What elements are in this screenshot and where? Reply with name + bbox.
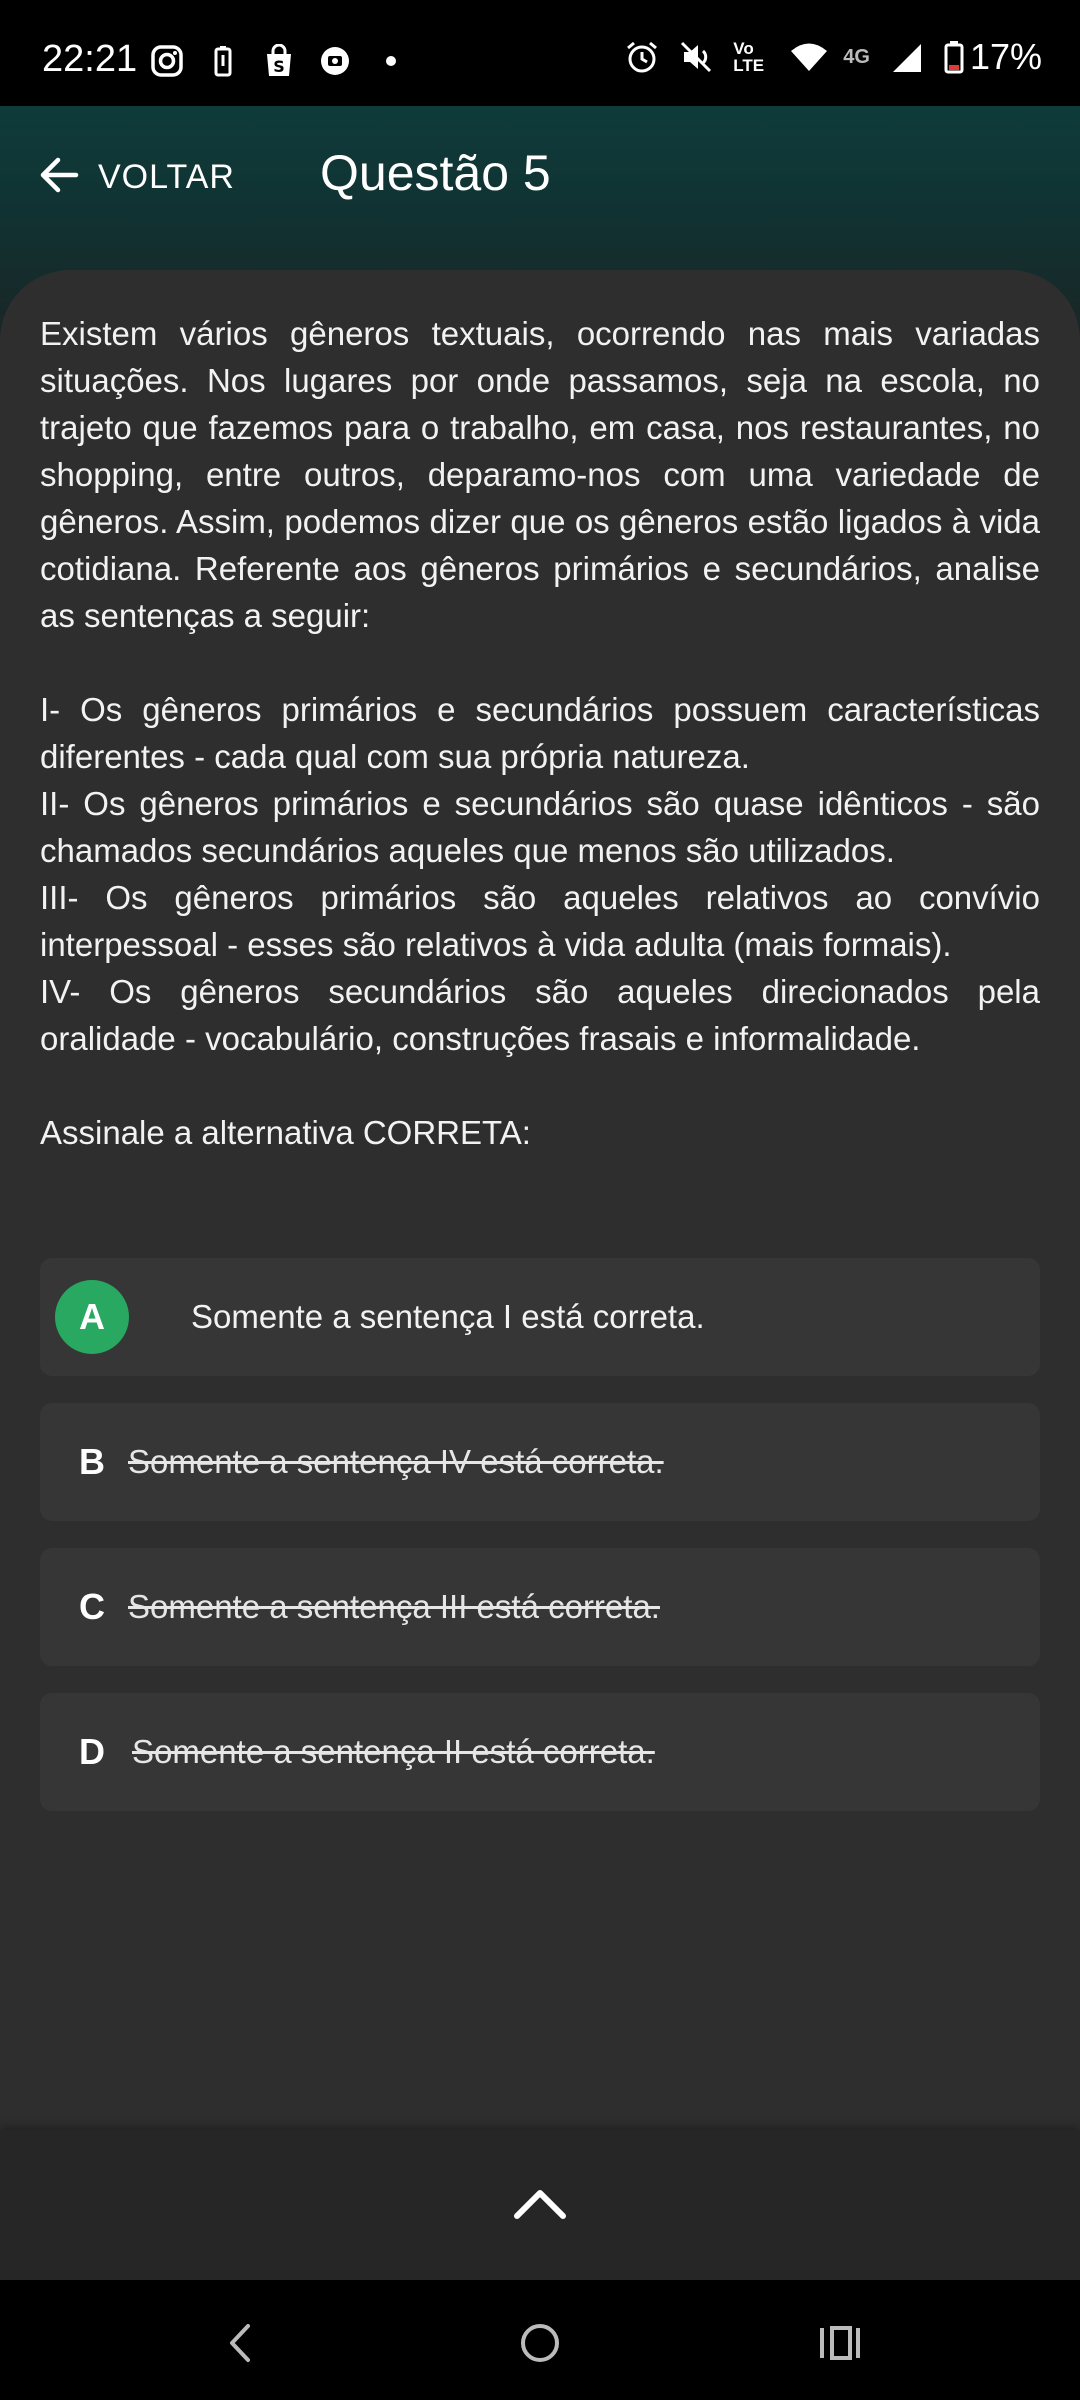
- option-d-letter: D: [79, 1731, 105, 1772]
- dot-icon: [374, 44, 408, 78]
- expand-panel-button[interactable]: [0, 2130, 1080, 2280]
- arrow-left-icon: [36, 152, 82, 203]
- option-d-text: Somente a sentença II está correta.: [132, 1733, 655, 1770]
- option-b-letter: B: [79, 1441, 105, 1482]
- battery-saver-icon: [206, 44, 240, 78]
- question-card: [0, 270, 1080, 2130]
- nav-home-icon[interactable]: [515, 2318, 565, 2368]
- sentence-2: II- Os gêneros primários e secundários são quase idênticos - são chamados secundários aqueles que menos são utilizados.: [40, 785, 1040, 869]
- battery-icon: [944, 40, 964, 74]
- network-type-label: 4G: [843, 46, 870, 68]
- option-b[interactable]: [40, 1403, 1040, 1521]
- sentence-4: IV- Os gêneros secundários são aqueles direcionados pela oralidade - vocabulário, construções frasais e informalidade.: [40, 973, 1040, 1057]
- option-a[interactable]: [40, 1258, 1040, 1376]
- wifi-icon: [789, 40, 823, 74]
- option-a-text: Somente a sentença I está correta.: [191, 1298, 705, 1335]
- chevron-up-icon: [512, 2185, 568, 2226]
- back-label: VOLTAR: [98, 158, 235, 196]
- option-d[interactable]: [40, 1693, 1040, 1811]
- option-b-text: Somente a sentença IV está correta.: [128, 1443, 664, 1480]
- sentence-3: III- Os gêneros primários são aqueles relativos ao convívio interpessoal - esses são relativos à vida adulta (mais formais).: [40, 879, 1040, 963]
- instagram-icon: [150, 44, 184, 78]
- system-nav-bar: [0, 2280, 1080, 2400]
- volte-icon: Vo LTE: [733, 39, 765, 75]
- option-c-text: Somente a sentença III está correta.: [128, 1588, 660, 1625]
- notification-icons: [150, 44, 408, 78]
- signal-icon: [890, 40, 924, 74]
- system-icons: [625, 36, 1042, 78]
- option-c-letter: C: [79, 1586, 105, 1627]
- back-button[interactable]: [36, 152, 235, 203]
- question-intro: Existem vários gêneros textuais, ocorrendo nas mais variadas situações. Nos lugares por onde passamos, seja na escola, no trajeto que fazemos para o trabalho, em casa, nos restaurantes, no shopping, entre outros, deparamo-nos com uma variedade de gêneros. Assim, podemos dizer que os gêneros estão ligados à vida cotidiana. Referente aos gêneros primários e secundários, analise as sentenças a seguir:: [40, 315, 1040, 634]
- alarm-icon: [625, 40, 659, 74]
- option-a-letter: A: [55, 1280, 129, 1354]
- status-bar: [0, 0, 1080, 106]
- question-prompt: Assinale a alternativa CORRETA:: [40, 1114, 531, 1151]
- option-c[interactable]: [40, 1548, 1040, 1666]
- sentence-1: I- Os gêneros primários e secundários possuem características diferentes - cada qual com sua própria natureza.: [40, 691, 1040, 775]
- shop-icon: [262, 44, 296, 78]
- status-time: 22:21: [42, 38, 138, 80]
- nav-back-icon[interactable]: [216, 2318, 266, 2368]
- nav-recents-icon[interactable]: [814, 2318, 864, 2368]
- media-icon: [318, 44, 352, 78]
- question-body: [40, 310, 1040, 1156]
- svg-text:S: S: [273, 57, 285, 76]
- battery-percent: 17%: [969, 36, 1042, 77]
- mute-icon: [679, 40, 713, 74]
- page-title: Questão 5: [320, 145, 551, 201]
